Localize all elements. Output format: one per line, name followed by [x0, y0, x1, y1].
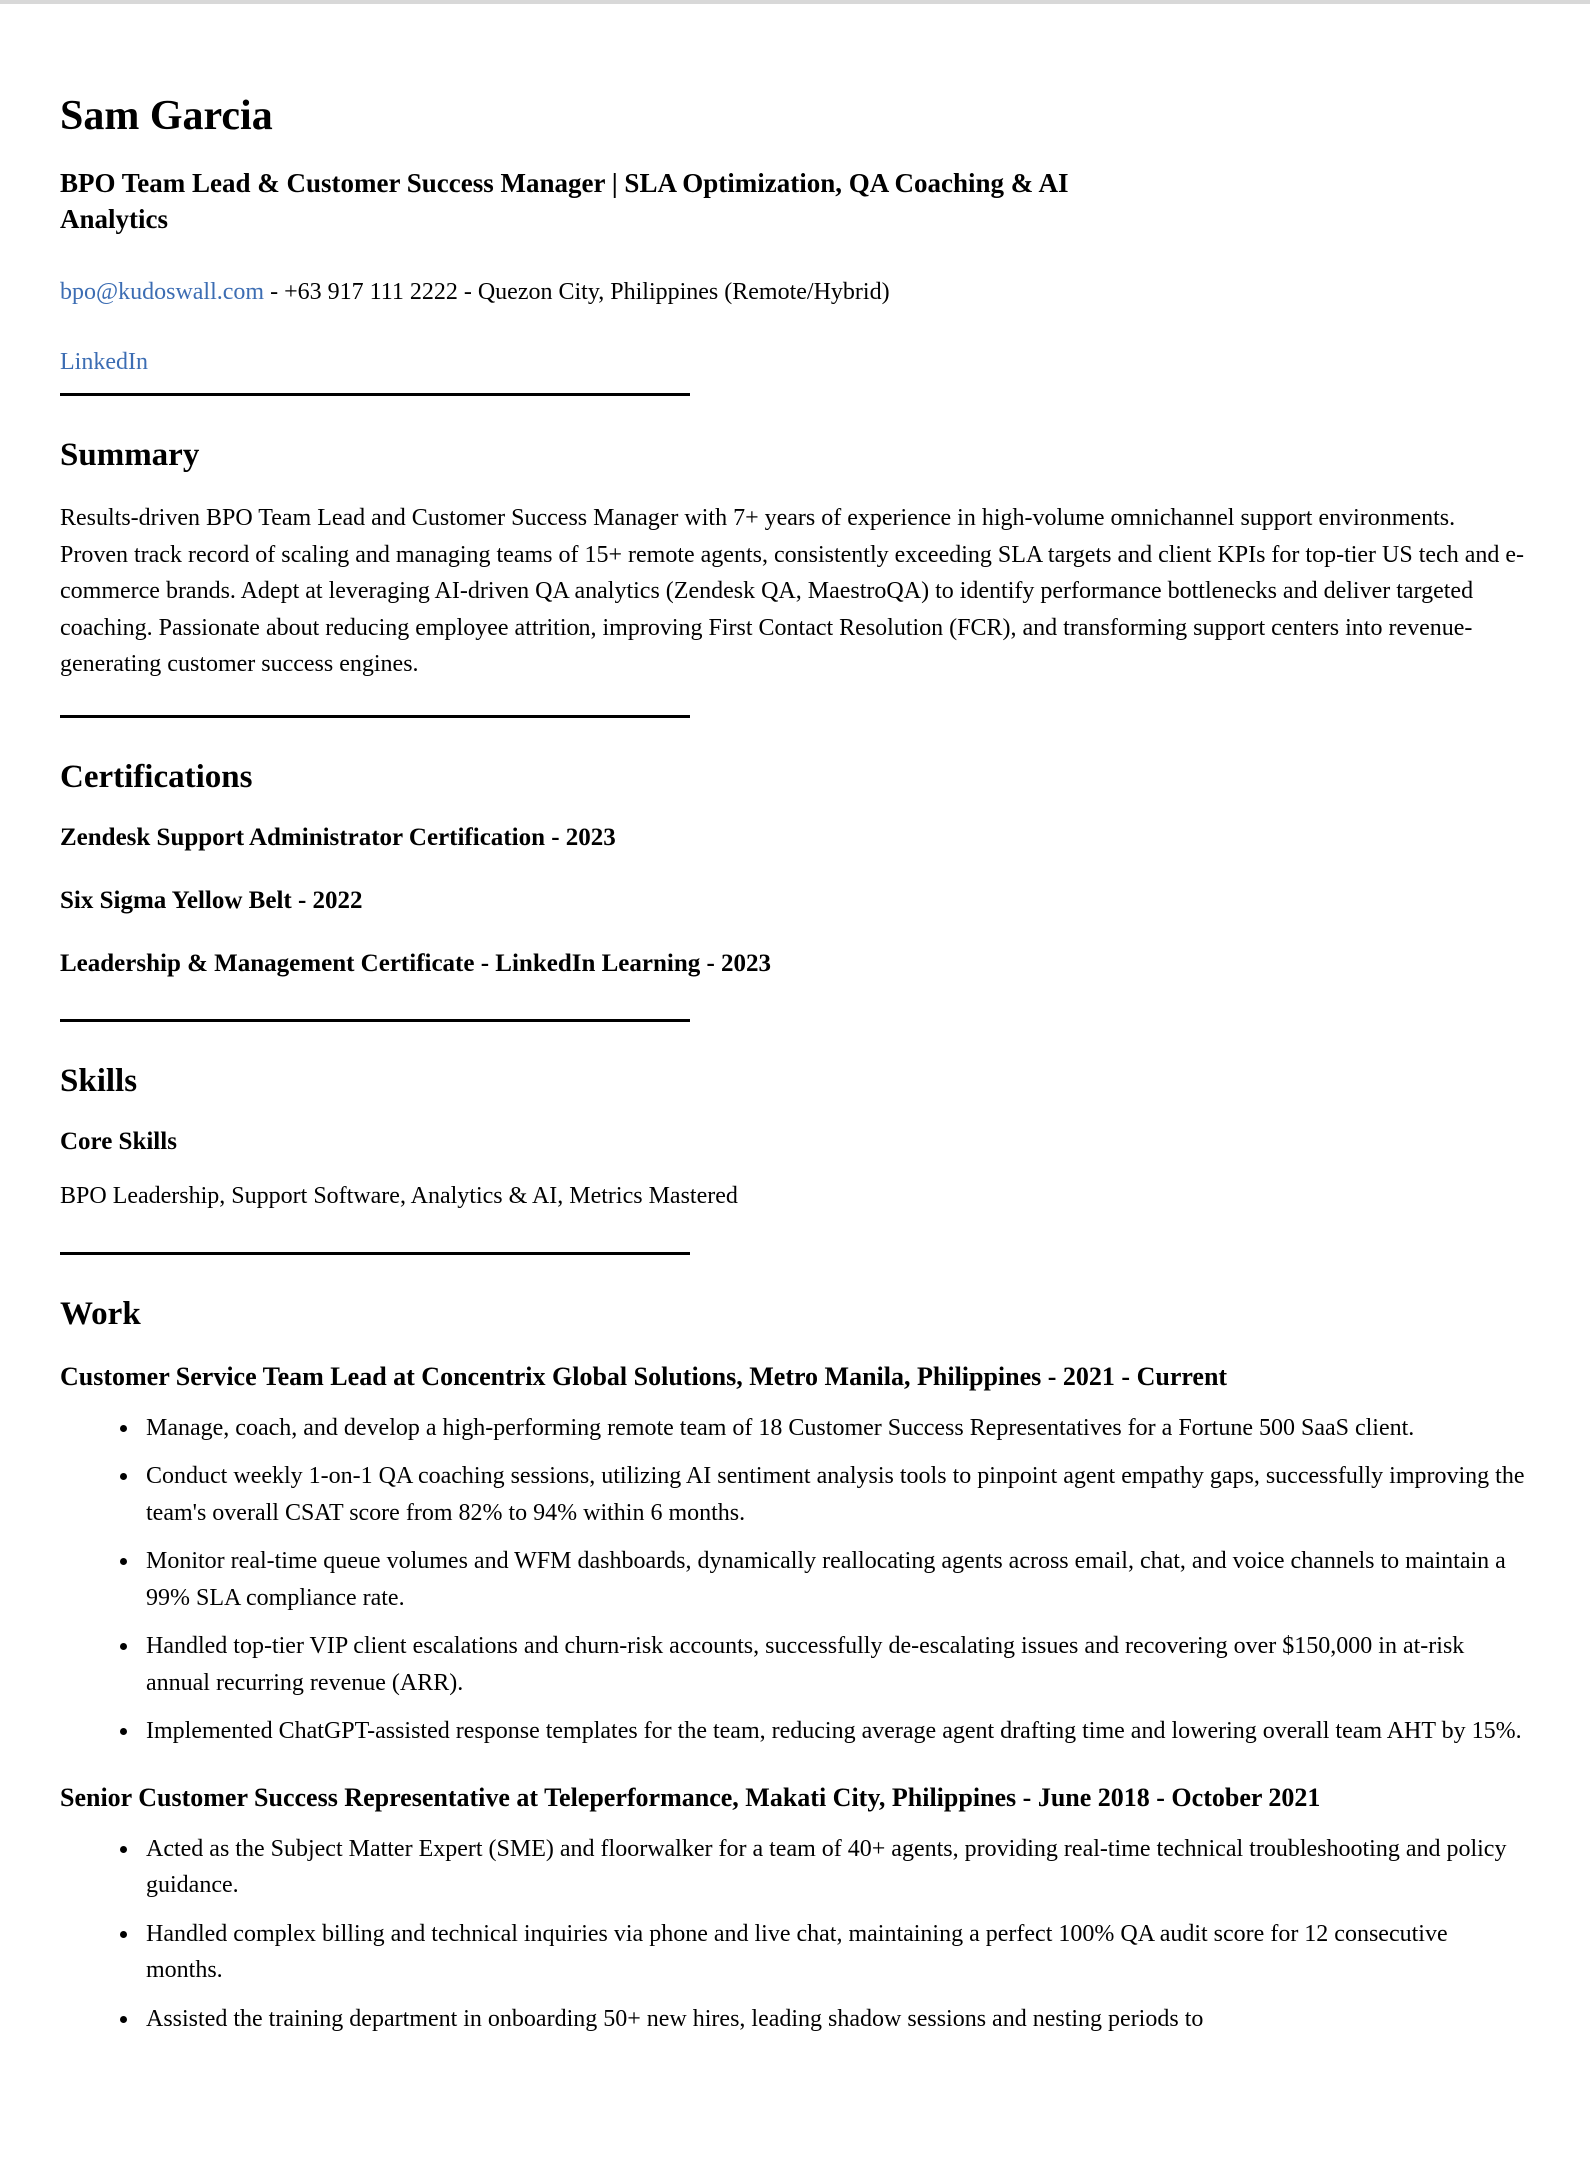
email-link[interactable]: bpo@kudoswall.com	[60, 279, 265, 306]
bullet-item: • Handled complex billing and technical inquiries via phone and live chat, maintaining a perfect 100% QA audit score for 12 consecutive months.	[140, 1916, 1530, 1989]
job-title: Senior Customer Success Representative at Teleperformance, Makati City, Philippines - June 2018 - October 2021	[60, 1782, 1321, 1812]
skills-heading: Skills	[60, 1062, 138, 1099]
summary-heading: Summary	[60, 437, 200, 474]
bullet-item: • Manage, coach, and develop a high-performing remote team of 18 Customer Success Representatives for a Fortune 500 SaaS client.	[140, 1410, 1530, 1447]
candidate-headline: BPO Team Lead & Customer Success Manager | SLA Optimization, QA Coaching & AI Analytics	[60, 168, 1069, 234]
bullet-item: • Implemented ChatGPT-assisted response templates for the team, reducing average agent drafting time and lowering overall team AHT by 15%.	[140, 1713, 1530, 1750]
certifications-heading: Certifications	[60, 758, 253, 795]
resume-document	[0, 4, 1590, 2037]
linkedin-link[interactable]: LinkedIn	[60, 349, 148, 376]
job-title: Customer Service Team Lead at Concentrix Global Solutions, Metro Manila, Philippines - 2021 - Current	[60, 1361, 1228, 1391]
bullet-item: • Conduct weekly 1-on-1 QA coaching sessions, utilizing AI sentiment analysis tools to pinpoint agent empathy gaps, successfully improving the team's overall CSAT score from 82% to 94% within 6 months.	[140, 1458, 1530, 1531]
work-heading: Work	[60, 1295, 141, 1332]
job-bullet-list	[60, 1831, 1530, 2038]
contact-details: - +63 917 111 2222 - Quezon City, Philippines (Remote/Hybrid)	[264, 279, 890, 306]
bullet-item: • Handled top-tier VIP client escalations and churn-risk accounts, successfully de-escalating issues and recovering over $150,000 in at-risk annual recurring revenue (ARR).	[140, 1628, 1530, 1701]
skills-list: BPO Leadership, Support Software, Analytics & AI, Metrics Mastered	[60, 1182, 738, 1209]
bullet-item: • Acted as the Subject Matter Expert (SME) and floorwalker for a team of 40+ agents, providing real-time technical troubleshooting and policy guidance.	[140, 1831, 1530, 1904]
section-divider	[60, 1019, 690, 1022]
linkedin-line	[60, 347, 1530, 377]
summary-text: Results-driven BPO Team Lead and Customer Success Manager with 7+ years of experience in high-volume omnichannel support environments. Proven track record of scaling and managing teams of 15+ remote agents, consistently exceeding SLA targets and client KPIs for top-tier US tech and e-commerce brands. Adept at leveraging AI-driven QA analytics (Zendesk QA, MaestroQA) to identify performance bottlenecks and deliver targeted coaching. Passionate about reducing employee attrition, improving First Contact Resolution (FCR), and transforming support centers into revenue-generating customer success engines.	[60, 505, 1524, 678]
bullet-item: • Monitor real-time queue volumes and WFM dashboards, dynamically reallocating agents across email, chat, and voice channels to maintain a 99% SLA compliance rate.	[140, 1543, 1530, 1616]
bullet-item: • Assisted the training department in onboarding 50+ new hires, leading shadow sessions and nesting periods to	[140, 2001, 1530, 2038]
skills-group-title: Core Skills	[60, 1127, 177, 1155]
section-divider	[60, 393, 690, 396]
candidate-name: Sam Garcia	[60, 93, 273, 139]
contact-line	[60, 277, 1530, 307]
section-divider	[60, 1252, 690, 1255]
certification-item: Leadership & Management Certificate - LinkedIn Learning - 2023	[60, 949, 772, 977]
job-bullet-list	[60, 1410, 1530, 1750]
certification-item: Six Sigma Yellow Belt - 2022	[60, 886, 363, 914]
certification-item: Zendesk Support Administrator Certification - 2023	[60, 823, 616, 851]
section-divider	[60, 715, 690, 718]
